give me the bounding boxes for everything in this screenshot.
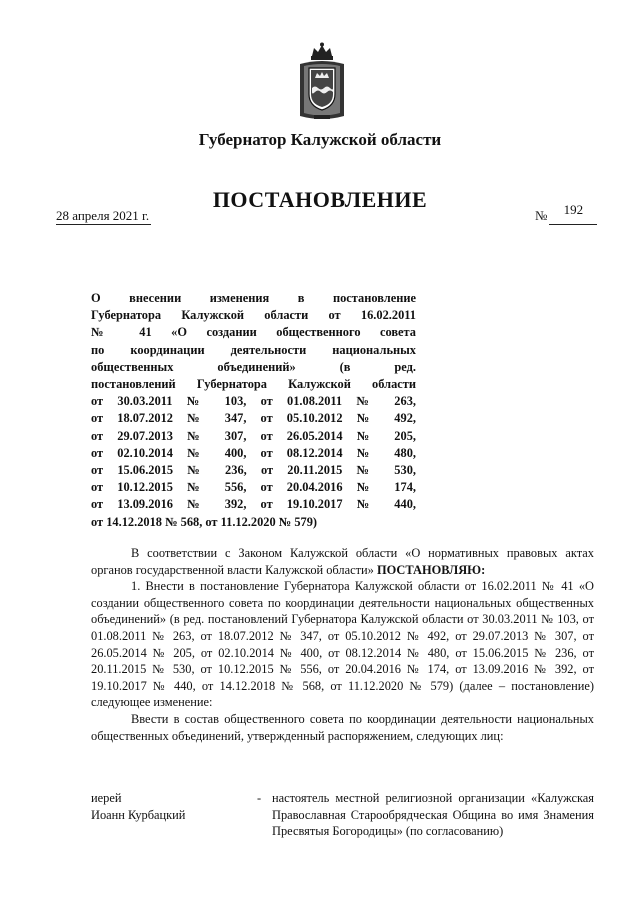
subject-line: от 30.03.2011 № 103, от 01.08.2011 № 263, bbox=[91, 394, 416, 409]
decree-word: ПОСТАНОВЛЯЮ bbox=[376, 562, 482, 577]
subject-line: О внесении изменения в постановление bbox=[91, 291, 416, 305]
decree-colon: : bbox=[481, 562, 486, 577]
member-name: иерей Иоанн Курбацкий bbox=[91, 791, 186, 822]
item-1-paragraph: 1. Внести в постановление Губернатора Калужской области от 16.02.2011 № 41 «О создании общественного совета по координации деятельности национальных общественных объединений» (в ред. постановлений Губернатора Калужской области от 30.03.2011 № 103, от 01.08.2011 № 263, от 18.07.2012 № 347, от 05.10.2012 № 492, от 29.07.2013 № 307, от 26.05.2014 № 205, от 02.10.2014 № 400, от 08.12.2014 № 480, от 15.06.2015 № 236, от 20.11.2015 № 530, от 10.12.2015 № 556, от 20.04.2016 № 174, от 13.09.2016 № 392, от 19.10.2017 № 440, от 14.12.2018 № 568, от 11.12.2020 № 579) (далее – постановление) следующее изменение: bbox=[91, 579, 594, 710]
member-dash: - bbox=[257, 791, 262, 805]
kaluga-coat-of-arms-icon bbox=[298, 42, 346, 122]
subject-line: от 02.10.2014 № 400, от 08.12.2014 № 480, bbox=[91, 445, 416, 460]
preamble-paragraph bbox=[91, 545, 594, 578]
document-number bbox=[535, 202, 597, 225]
subject-line: от 10.12.2015 № 556, от 20.04.2016 № 174, bbox=[91, 480, 416, 495]
subject-line: от 18.07.2012 № 347, от 05.10.2012 № 492, bbox=[91, 411, 416, 426]
subject-line: общественных объединений» (в ред. bbox=[91, 359, 416, 374]
subject-line: от 15.06.2015 № 236, от 20.11.2015 № 530, bbox=[91, 463, 416, 478]
number-label: № bbox=[535, 208, 548, 223]
preamble-text: В соответствии с Законом Калужской области «О нормативных правовых актах органов государственной власти Калужской области» bbox=[91, 546, 594, 577]
document-subject bbox=[91, 290, 416, 531]
subject-line: Губернатора Калужской области от 16.02.2011 bbox=[91, 308, 416, 323]
document-date: 28 апреля 2021 г. bbox=[56, 208, 150, 223]
number-value-field bbox=[549, 202, 597, 225]
document-type-title: ПОСТАНОВЛЕНИЕ bbox=[212, 187, 428, 212]
member-role: настоятель местной религиозной организации «Калужская Православная Старообрядческая Община во имя Знамения Пресвятыя Богородицы» (по согласованию) bbox=[272, 791, 594, 839]
subject-line: по координации деятельности национальных bbox=[91, 342, 416, 357]
document-body bbox=[91, 545, 594, 744]
subject-line: № 41 «О создании общественного совета bbox=[91, 325, 416, 340]
number-value: 192 bbox=[563, 202, 584, 217]
subject-line: от 14.12.2018 № 568, от 11.12.2020 № 579) bbox=[91, 514, 318, 529]
subject-line: от 13.09.2016 № 392, от 19.10.2017 № 440, bbox=[91, 497, 416, 512]
subject-line: от 29.07.2013 № 307, от 26.05.2014 № 205, bbox=[91, 428, 416, 443]
issuing-authority: Губернатор Калужской области bbox=[198, 130, 442, 149]
item-1-sub-paragraph: Ввести в состав общественного совета по координации деятельности национальных общественных объединений, утвержденный распоряжением, следующих лиц: bbox=[91, 711, 594, 743]
subject-line: постановлений Губернатора Калужской области bbox=[91, 377, 416, 392]
